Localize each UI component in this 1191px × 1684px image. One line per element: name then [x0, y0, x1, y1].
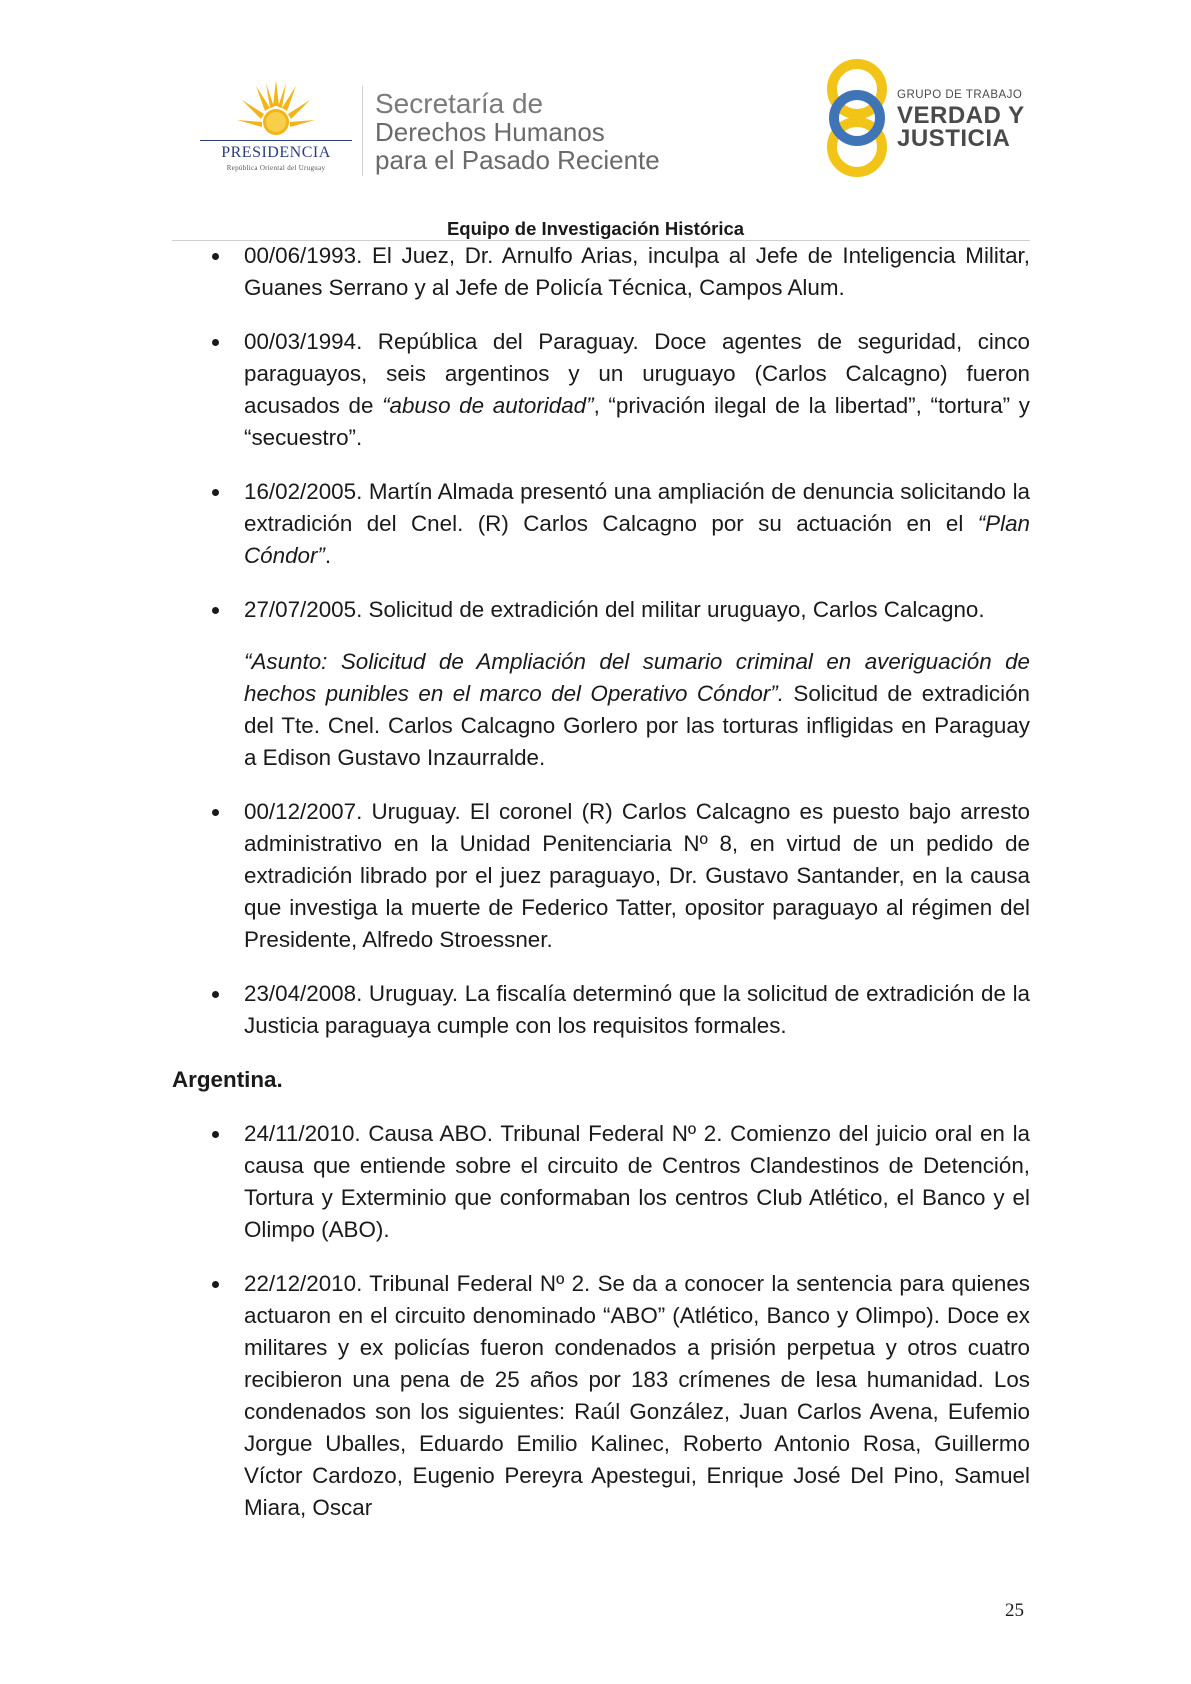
rings-icon	[822, 56, 892, 180]
secretaria-line-3: para el Pasado Reciente	[375, 145, 660, 175]
item-text-italic: “Plan Cóndor”	[244, 511, 1030, 568]
grupo-small-label: GRUPO DE TRABAJO	[897, 89, 1023, 101]
item-text: 24/11/2010. Causa ABO. Tribunal Federal Nº 2. Comienzo del juicio oral en la causa que entiende sobre el circuito de Centros Clandestinos de Detención, Tortura y Exterminio que conformaban los centros Club Atlético, el Banco y el Olimpo (ABO).	[244, 1121, 1030, 1242]
item-text: 27/07/2005. Solicitud de extradición del militar uruguayo, Carlos Calcagno.	[244, 597, 985, 622]
bullet-icon	[212, 1131, 219, 1138]
list-item	[172, 476, 1030, 572]
secretaria-title	[375, 90, 660, 174]
presidencia-logo	[196, 78, 356, 178]
verdad-justicia-logo	[822, 56, 1032, 180]
bullet-icon	[212, 489, 219, 496]
item-text-part: , “privación ilegal de la libertad”, “tortura” y “secuestro”.	[244, 393, 1030, 450]
list-item	[172, 240, 1030, 304]
section-heading: Argentina.	[172, 1067, 283, 1092]
header-divider	[362, 86, 363, 176]
presidencia-subtitle: República Oriental del Uruguay	[226, 164, 326, 172]
item-text-part: 00/03/1994. República del Paraguay. Doce agentes de seguridad, cinco paraguayos, seis argentinos y un uruguayo (Carlos Calcagno) fueron acusados de	[244, 329, 1030, 418]
item-text: 22/12/2010. Tribunal Federal Nº 2. Se da a conocer la sentencia para quienes actuaron en el circuito denominado “ABO” (Atlético, Banco y Olimpo). Doce ex militares y ex policías fueron condenados a prisión perpetua y otros cuatro recibieron una pena de 25 años por 183 crímenes de lesa humanidad. Los condenados son los siguientes: Raúl González, Juan Carlos Avena, Eufemio Jorgue Uballes, Eduardo Emilio Kalinec, Roberto Antonio Rosa, Guillermo Víctor Cardozo, Eugenio Pereyra Apestegui, Enrique José Del Pino, Samuel Miara, Oscar	[244, 1271, 1030, 1520]
grupo-big-label-1: VERDAD Y	[897, 102, 1025, 129]
item-text	[244, 476, 1030, 572]
item-quote-italic: “Asunto: Solicitud de Ampliación del sumario criminal en averiguación de hechos punibles en el marco del Operativo Cóndor”.	[244, 649, 1030, 706]
item-quote-rest: Solicitud de extradición del Tte. Cnel. Carlos Calcagno Gorlero por las torturas infligidas en Paraguay a Edison Gustavo Inzaurralde.	[244, 681, 1031, 770]
item-text	[244, 326, 1030, 454]
secretaria-line-2: Derechos Humanos	[375, 117, 605, 147]
list-item	[172, 1268, 1030, 1524]
grupo-big-label-2: JUSTICIA	[897, 125, 1011, 152]
bullet-icon	[212, 1281, 219, 1288]
list-item	[172, 796, 1030, 956]
bullet-icon	[212, 253, 219, 260]
item-text-italic: “abuso de autoridad”	[382, 393, 594, 418]
bullet-icon	[212, 809, 219, 816]
list-item	[172, 594, 1030, 774]
sun-icon	[236, 78, 316, 138]
item-text-part: 16/02/2005. Martín Almada presentó una ampliación de denuncia solicitando la extradición del Cnel. (R) Carlos Calcagno por su actuación en el	[244, 479, 1030, 536]
list-item	[172, 978, 1030, 1042]
bullet-icon	[212, 339, 219, 346]
page-number: 25	[1005, 1600, 1024, 1621]
item-text: 23/04/2008. Uruguay. La fiscalía determinó que la solicitud de extradición de la Justicia paraguaya cumple con los requisitos formales.	[244, 981, 1030, 1038]
bullet-icon	[212, 607, 219, 614]
item-text: 00/12/2007. Uruguay. El coronel (R) Carlos Calcagno es puesto bajo arresto administrativo en la Unidad Penitenciaria Nº 8, en virtud de un pedido de extradición librado por el juez paraguayo, Dr. Gustavo Santander, en la causa que investiga la muerte de Federico Tatter, opositor paraguayo al régimen del Presidente, Alfredo Stroessner.	[244, 799, 1030, 952]
item-text-part: .	[324, 543, 332, 568]
list-item	[172, 1118, 1030, 1246]
presidencia-rule	[200, 140, 352, 141]
item-text: 00/06/1993. El Juez, Dr. Arnulfo Arias, inculpa al Jefe de Inteligencia Militar, Guanes Serrano y al Jefe de Policía Técnica, Campos Alum.	[244, 243, 1030, 300]
secretaria-line-1: Secretaría de	[375, 88, 544, 119]
team-title: Equipo de Investigación Histórica	[446, 218, 745, 239]
bullet-icon	[212, 991, 219, 998]
list-item	[172, 326, 1030, 454]
document-body	[172, 240, 1030, 1546]
presidencia-name: PRESIDENCIA	[221, 144, 331, 161]
item-quote	[244, 646, 1030, 774]
